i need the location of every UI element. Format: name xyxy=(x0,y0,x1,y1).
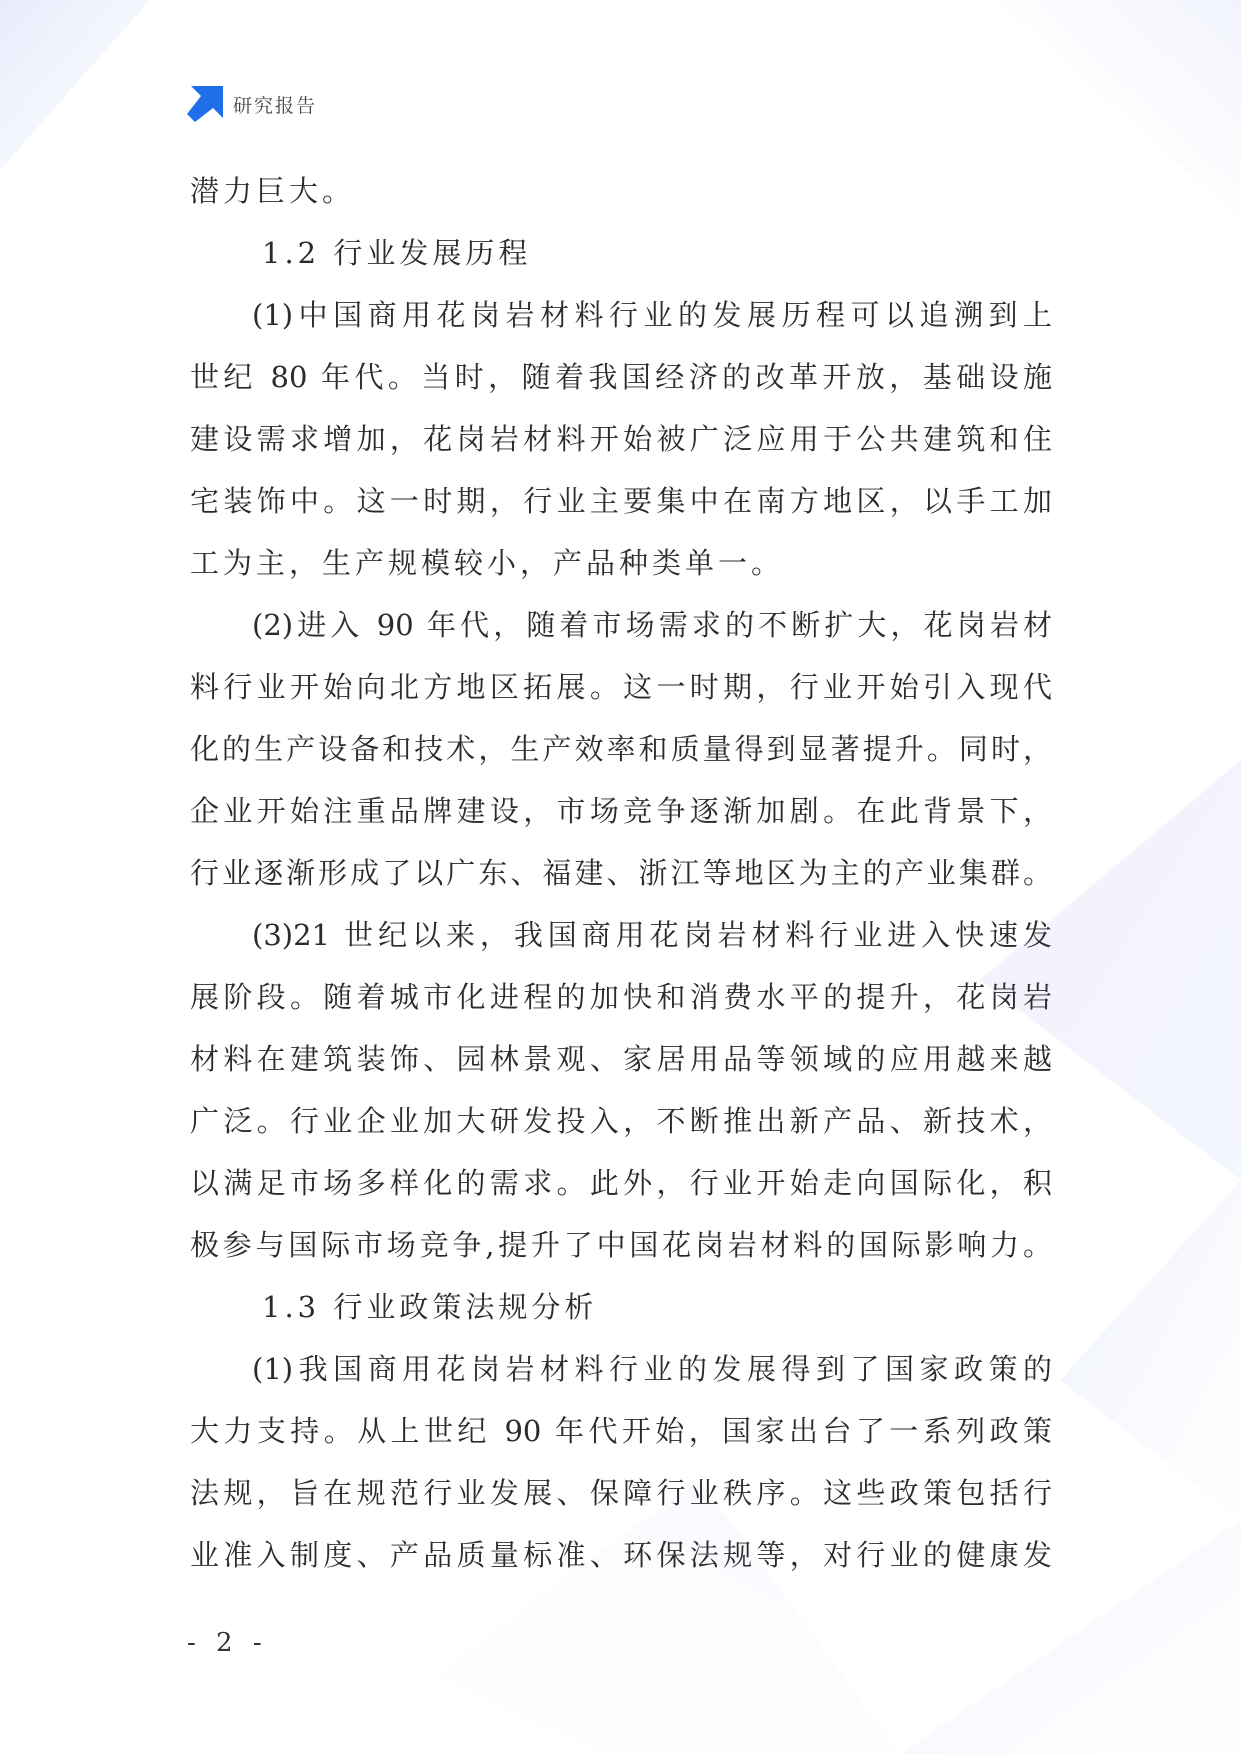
paragraph-line: 材料在建筑装饰、园林景观、家居用品等领域的应用越来越 xyxy=(190,1042,1052,1076)
section-heading: 1.2 行业发展历程 xyxy=(262,236,532,270)
paragraph-line: 料行业开始向北方地区拓展。这一时期，行业开始引入现代 xyxy=(190,670,1052,704)
paragraph-line: 业准入制度、产品质量标准、环保法规等，对行业的健康发 xyxy=(190,1538,1052,1572)
paragraph-line: (1)中国商用花岗岩材料行业的发展历程可以追溯到上 xyxy=(252,298,1052,332)
paragraph-line: 建设需求增加，花岗岩材料开始被广泛应用于公共建筑和住 xyxy=(190,422,1052,456)
paragraph-line: 工为主，生产规模较小，产品种类单一。 xyxy=(190,546,785,580)
paragraph-line: 极参与国际市场竞争,提升了中国花岗岩材料的国际影响力。 xyxy=(190,1228,1052,1262)
paragraph-line: 潜力巨大。 xyxy=(190,174,356,208)
paragraph-line: 行业逐渐形成了以广东、福建、浙江等地区为主的产业集群。 xyxy=(190,856,1052,890)
paragraph-line: (3)21 世纪以来，我国商用花岗岩材料行业进入快速发 xyxy=(252,918,1052,952)
paragraph-line: 大力支持。从上世纪 90 年代开始，国家出台了一系列政策 xyxy=(190,1414,1052,1448)
paragraph-line: 展阶段。随着城市化进程的加快和消费水平的提升，花岗岩 xyxy=(190,980,1052,1014)
paragraph-line: 以满足市场多样化的需求。此外，行业开始走向国际化，积 xyxy=(190,1166,1052,1200)
paragraph-line: 广泛。行业企业加大研发投入，不断推出新产品、新技术， xyxy=(190,1104,1052,1138)
paragraph-line: (1)我国商用花岗岩材料行业的发展得到了国家政策的 xyxy=(252,1352,1052,1386)
document-header xyxy=(187,86,317,122)
paragraph-line: 宅装饰中。这一时期，行业主要集中在南方地区，以手工加 xyxy=(190,484,1052,518)
document-body xyxy=(190,160,1052,1586)
paragraph-line: 世纪 80 年代。当时，随着我国经济的改革开放，基础设施 xyxy=(190,360,1052,394)
header-title: 研究报告 xyxy=(233,94,318,117)
section-heading: 1.3 行业政策法规分析 xyxy=(262,1290,598,1324)
page-number: - 2 - xyxy=(187,1628,268,1658)
arrow-up-right-icon xyxy=(187,86,223,122)
paragraph-line: 化的生产设备和技术，生产效率和质量得到显著提升。同时， xyxy=(190,732,1052,766)
paragraph-line: 企业开始注重品牌建设，市场竞争逐渐加剧。在此背景下， xyxy=(190,794,1052,828)
paragraph-line: 法规，旨在规范行业发展、保障行业秩序。这些政策包括行 xyxy=(190,1476,1052,1510)
paragraph-line: (2)进入 90 年代，随着市场需求的不断扩大，花岗岩材 xyxy=(252,608,1052,642)
